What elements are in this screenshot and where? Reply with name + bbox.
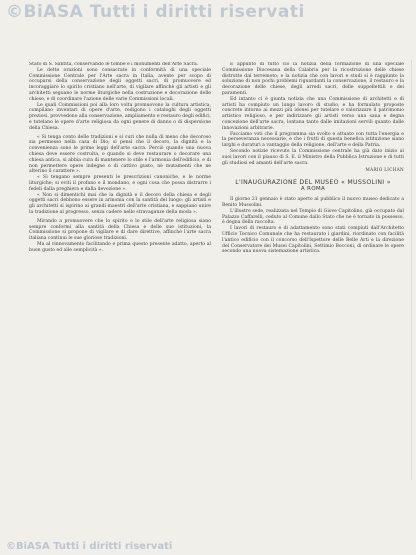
paragraph: Mirando a promuovere che lo spirito e lo stile dell'arte religiosa siano sempre conformi alla santità della Chiesa e delle sue istituzioni, la Commissione si propone di vigilare e di dare direttive, affinchè l'arte sacra italiana continui le sue gloriose tradizioni. [29,218,211,242]
paragraph: Le dette orazioni sono consacrate in conformità di una speciale Commissione Centrale per l'Arte sacra in Italia, avente per scopo di occuparsi della conservazione degli oggetti sacri, di promuovere ed incoraggiare lo spirito cristiano nell'arte, di vigilare affinchè gli artisti e gli architetti seguano le norme liturgiche nella costruzione e decorazione delle chiese, e di coordinare l'azione delle varie Commissioni locali. [29,67,211,102]
article-heading [222,179,404,193]
paragraph: « Si tenga conto delle tradizioni e si curi che nulla di meno che decoroso sia permesso nella casa di Dio; si pensi che il decoro, la dignità e la convenienza sono le prime leggi dell'arte sacra. Perciò quando una nuova chiesa deve essere costruita, o quando si deve restaurare o decorare una chiesa antica, si abbia cura di mantenere lo stile e l'armonia dell'edificio, e di non permettere opere indegne o di cattivo gusto, nè mutamenti che ne alterino il carattere ». [29,134,211,175]
footer-watermark: ©BiASA Tutti i diritti riservati [6,541,173,552]
paragraph: L'illustre sede, realizzata nel Tempio di Giove Capitolino, già occupato dal Palazzo Caffarelli, ceduto al Comune dallo Stato che ne è tornato in possesso, è degna della raccolta. [222,208,404,226]
paragraph: Secondo notizie ricevute la Commissione centrale ha già dato inizio ai suoi lavori con il plauso di S. E. il Ministro della Pubblica Istruzione e di tutti gli studiosi ed amanti dell'arte sacra. [222,148,404,166]
paragraph: E appunto di tutto ciò la notizia della formazione di una speciale Commissione Diocesana della Calabria per la ricostruzione delle chiese distrutte dal terremoto; e la notizia che con lavori e studi si è raggiunto la soluzione di non pochi problemi riguardanti la conservazione, il restauro e la decorazione delle chiese, degli arredi sacri, delle suppellettili e dei paramenti. [222,62,404,96]
paragraph: « Non si dimentichi mai che la dignità e il decoro della chiesa e degli oggetti sacri debbono essere in armonia con la santità del luogo; gli artisti e gli architetti si ispirino ai grandi maestri dell'arte cristiana, e sappiano unire la tradizione al progresso, senza cadere nelle stravaganze della moda ». [29,192,211,215]
article-signature: MARIO LICHAN [365,167,404,173]
paragraph: Le quali Commissioni poi alla loro volta promuovono la cultura artistica, compilano inventari di opere d'arte, redigono i cataloghi degli oggetti preziosi, provvedono alla conservazione, ampliamento e restauro degli edifici, e tutelano le opere d'arte religiosa da ogni genere di danno o di dispersione della Chiesa. [29,102,211,131]
article-subtitle: A ROMA [300,186,326,193]
paragraph: Ma al rinnovamento facilitando e prima questo presente adatto, aperto al buon gusto ed alle semplicità ». [29,241,211,253]
watermark-text: ©BiASA Tutti i diritti riservati [6,2,305,22]
paragraph: « Si tengano sempre presenti le prescrizioni canoniche, e le norme liturgiche; si eviti il profano e il mondano, e ogni cosa che possa distrarre i fedeli dalla preghiera e dalla devozione ». [29,175,211,192]
paragraph: Stato di S. Santità, conservando le tombe e i monumenti dell'Arte Sacra. [29,62,199,67]
paragraph: I lavori di restauro e di adattamento sono stati compiuti dall'Architetto Ufficio Tecnico Comunale che ha restaurato i giardini, riordinato con facilità l'antico edificio con il concorso dell'Ispettore delle Belle Arti e la direzione del Conservatore dei Musei Capitolini, Settimio Bocconi, di ordinare le opere secondo una nuova sistemazione artistica. [222,226,404,255]
page-edge-shadow [411,60,412,480]
paragraph: Il giorno 21 gennaio è stato aperto al pubblico il nuovo museo dedicato a Benito Mussolini. [222,197,404,208]
right-text-column [222,62,404,532]
article-title: L'INAUGURAZIONE DEL MUSEO « MUSSOLINI » [235,179,391,187]
left-text-column [29,62,211,507]
paragraph: Facciamo voti che il programma sia svolto e attuato con tutta l'energia e la perseveranza necessarie, e che i frutti di questa benefica istituzione siano larghi e duraturi a vantaggio della religione, dell'arte e della Patria. [222,131,404,149]
paragraph: Ed intanto ci è giunta notizia che una Commissione di architetti e di artisti ha compiuto un lungo lavoro di studio, e ha formulato proposte concrete intorno ai mezzi più idonei per tutelare e valorizzare il patrimonio artistico religioso, e per indirizzare gli artisti verso una sana e degna concezione dell'arte sacra, lontana tanto dalle imitazioni servili quanto dalle innovazioni arbitrarie. [222,96,404,131]
